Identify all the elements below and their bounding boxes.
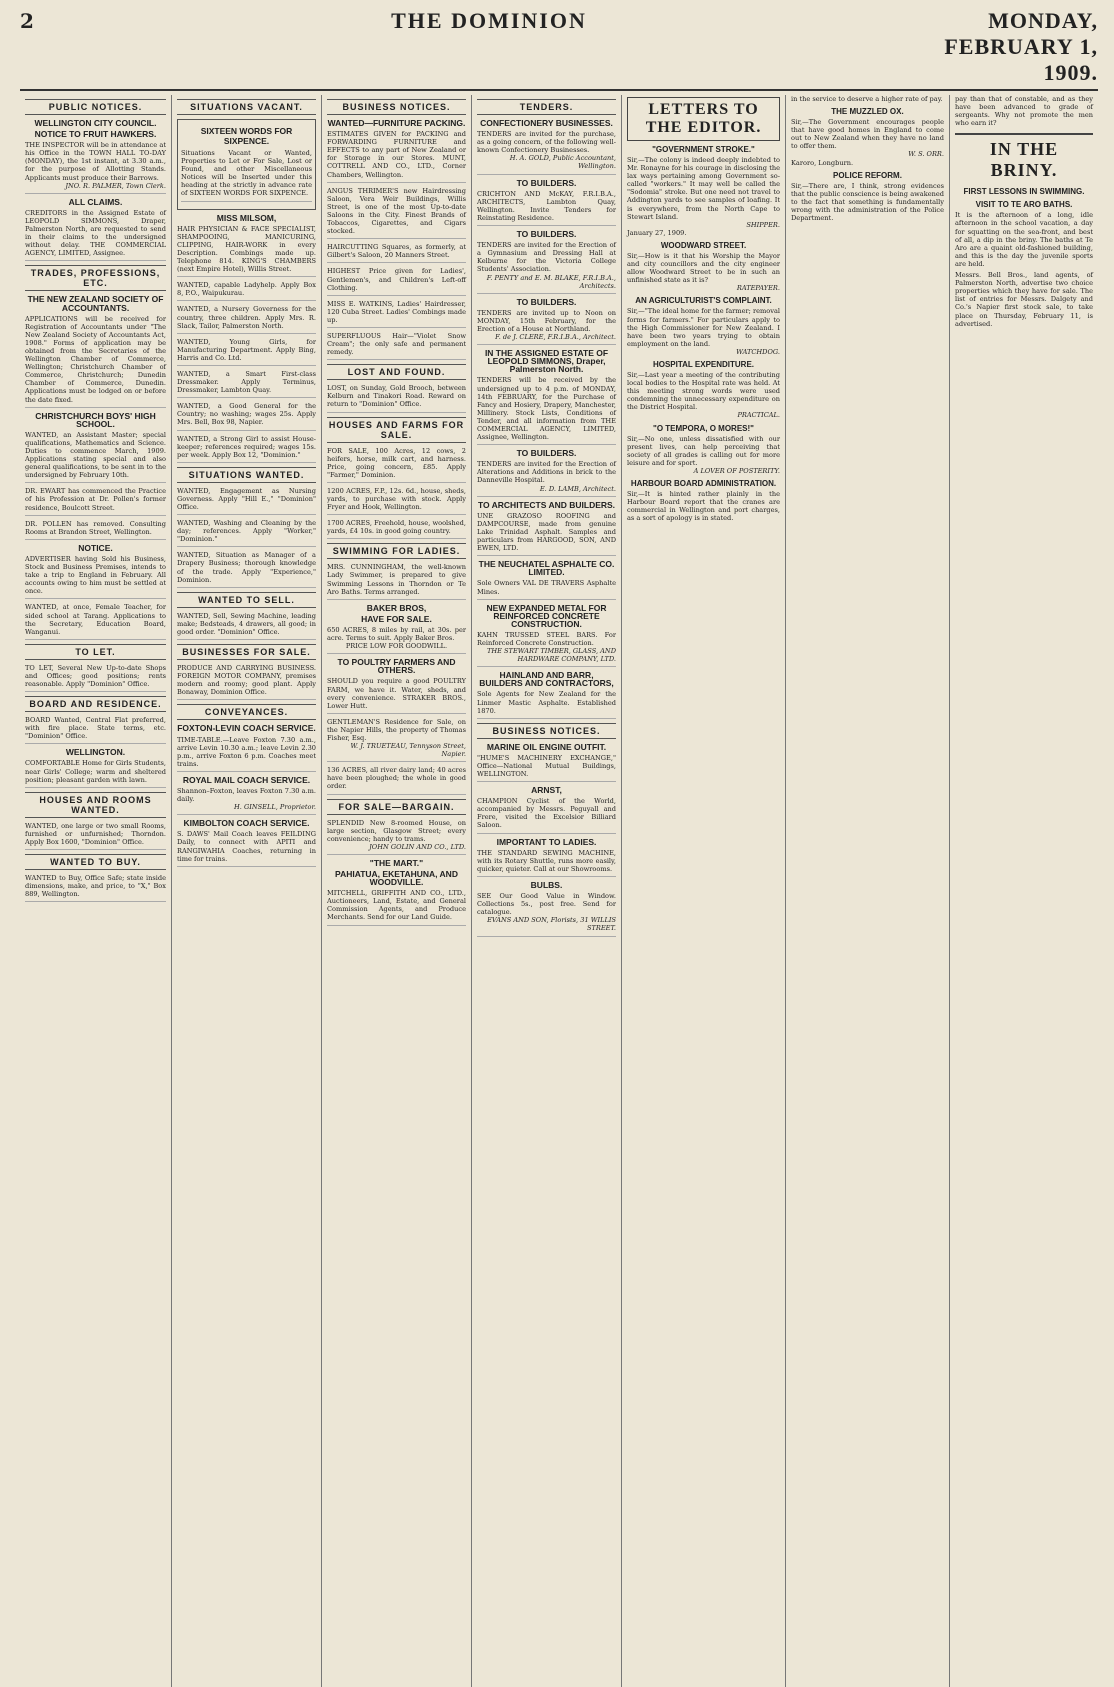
notice <box>477 449 616 496</box>
notice-body: ADVERTISER having Sold his Business, Stock and Business Premises, intends to take a trip to England in February. All accounts owing to him must be settled at once. <box>25 554 166 596</box>
notice <box>327 487 466 515</box>
notice-body: WANTED, a Smart First-class Dressmaker. Apply Terminus, Dressmaker, Lambton Quay. <box>177 369 316 395</box>
notice-body: Sole Agents for New Zealand for the Linmer Mastic Asphalte. Established 1870. <box>477 690 616 715</box>
section-heading: SWIMMING FOR LADIES. <box>327 543 466 559</box>
notice-signature: F. PENTY and E. M. BLAKE, F.R.I.B.A., Architects. <box>486 273 616 290</box>
notice-body: THE STANDARD SEWING MACHINE, with its Rotary Shuttle, runs more easily, quicker, quieter. Call at our Showrooms. <box>477 848 616 873</box>
notice <box>477 838 616 877</box>
notice-heading: TO BUILDERS. <box>516 177 577 188</box>
notice-heading: WELLINGTON. <box>65 747 126 758</box>
notice-body: PRODUCE AND CARRYING BUSINESS. FOREIGN MOTOR COMPANY, premises modern and roomy; good plant. Apply Bonaway, Dominion Office. <box>177 664 316 697</box>
notice-body: WANTED to Buy, Office Safe; state inside dimensions, make, and price, to "X," Box 889, Wellington. <box>25 874 166 899</box>
letter-place: Karoro, Longburn. <box>791 158 854 167</box>
article-subheading: FIRST LESSONS IN SWIMMING. <box>963 187 1085 197</box>
issue-date: MONDAY, FEBRUARY 1, 1909. <box>944 8 1098 85</box>
notice-body: TENDERS are invited up to Noon on MONDAY, 15th February, for the Erection of a House at Northland. <box>477 308 616 333</box>
letter-date: January 27, 1909. <box>627 228 687 237</box>
notice-body: CHAMPION Cyclist of the World, accompanied by Messrs. Peguyall and Frere, visited the Excelsior Billiard Saloon. <box>477 797 616 830</box>
notice-signature: W. J. TRUETEAU, Tennyson Street, Napier. <box>350 742 466 759</box>
letter-text: Sir,—"The ideal home for the farmer; removal forms for farmers." For particulars apply to the High Commissioner for New Zealand. I have been two years trying to obtain employment on the land. <box>627 307 780 348</box>
notice-body: KAHN TRUSSED STEEL BARS. For Reinforced Concrete Construction. <box>477 630 616 647</box>
notice-body: WANTED, Situation as Manager of a Drapery Business; thorough knowledge of the trade. Apply "Experience," Dominion. <box>177 551 316 584</box>
letter-body <box>627 490 780 522</box>
notice-body: WANTED, Young Girls, for Manufacturing Department. Apply Bing, Harris and Co. Ltd. <box>177 337 316 362</box>
notice-signature: JOHN GOLIN AND CO., LTD. <box>369 842 466 851</box>
notice <box>25 119 166 194</box>
notice-signature: F. de J. CLERE, F.R.I.B.A., Architect. <box>495 333 616 342</box>
notice-body: LOST, on Sunday, Gold Brooch, between Kelburn and Tinakori Road. Reward on return to "Dominion" Office. <box>327 384 466 409</box>
section-heading: WANTED TO SELL. <box>177 592 316 608</box>
notice-body: WANTED, Washing and Cleaning by the day; references. Apply "Worker," "Dominion." <box>177 519 316 544</box>
letter-signature: W. S. ORR. <box>908 150 944 159</box>
notice-heading: KIMBOLTON COACH SERVICE. <box>183 818 310 829</box>
section-heading: BOARD AND RESIDENCE. <box>25 696 166 712</box>
section-heading: SITUATIONS WANTED. <box>177 467 316 483</box>
notice-body: Sole Owners VAL DE TRAVERS Asphalte Mines. <box>477 579 616 596</box>
notice <box>177 402 316 430</box>
letter-text: Sir,—How is it that his Worship the Mayor and city councillors and the city engineer allow Woodward Street to be in such an unfinished state as it is? <box>627 251 780 285</box>
notice <box>477 298 616 345</box>
column-4 <box>472 95 622 1687</box>
notice-heading: WELLINGTON CITY COUNCIL. <box>34 118 157 128</box>
notice <box>25 603 166 639</box>
notice <box>25 874 166 902</box>
notice-heading: MARINE OIL ENGINE OUTFIT. <box>486 741 607 752</box>
notice-signature: E. D. LAMB, Architect. <box>539 484 616 493</box>
section-heading: BUSINESSES FOR SALE. <box>177 644 316 660</box>
column-2 <box>172 95 322 1687</box>
notice <box>177 214 316 278</box>
page-number: 2 <box>20 9 34 33</box>
section-heading: HOUSES AND ROOMS WANTED. <box>25 792 166 818</box>
letter-signature: RATEPAYER. <box>736 284 780 293</box>
letter-title: POLICE REFORM. <box>833 170 902 180</box>
notice <box>177 370 316 398</box>
notice <box>327 447 466 483</box>
column-3 <box>322 95 472 1687</box>
notice-body: MRS. CUNNINGHAM, the well-known Lady Swimmer, is prepared to give Swimming Lessons in Thorndon or Te Aro Baths. Terms arranged. <box>327 563 466 596</box>
section-heading: BUSINESS NOTICES. <box>477 723 616 739</box>
notice-body: SEE Our Good Value in Window. Collections 5s., post free. Send for catalogue. <box>477 892 616 917</box>
notice-heading: TO BUILDERS. <box>516 448 577 459</box>
letters-heading: LETTERS TO THE EDITOR. <box>627 97 780 141</box>
notice-body: ESTIMATES GIVEN for PACKING and FORWARDING FURNITURE and EFFECTS to any part of New Zealand or for Storage in our Stores. MUNT, COTTRELL AND CO., LTD., Corner Chambers, Wellington. <box>327 130 466 179</box>
notice-signature: H. A. GOLD, Public Accountant, Wellington. <box>509 154 616 171</box>
notice <box>177 338 316 366</box>
letter-body <box>791 118 944 167</box>
notice-body: WANTED, an Assistant Master; special qualifications, Mathematics and Science. Duties to commence March, 1909. Applications stating special and also general qualifications, to be sent in to the undersigned by February 10th. <box>25 430 166 480</box>
notice <box>327 718 466 762</box>
notice-subheading: NOTICE TO FRUIT HAWKERS. <box>34 129 157 140</box>
notice-body: 1700 ACRES, Freehold, house, woolshed, yards, £4 10s. in good going country. <box>327 519 466 536</box>
notice-body: TIME-TABLE.—Leave Foxton 7.30 a.m., arrive Levin 10.30 a.m.; leave Levin 2.30 p.m., arrive Foxton 6 p.m. Coaches meet trains. <box>177 735 316 768</box>
article-headline: IN THE BRINY. <box>955 133 1093 183</box>
notice <box>25 412 166 484</box>
notice-body: CRICHTON AND McKAY, F.R.I.B.A., ARCHITECTS, Lambton Quay, Wellington. Invite Tenders for Reinstating Residence. <box>477 189 616 222</box>
notice <box>477 560 616 599</box>
letter-body <box>627 435 780 475</box>
notice-heading: TO ARCHITECTS AND BUILDERS. <box>477 499 616 510</box>
notice <box>477 179 616 226</box>
notice-signature: EVANS AND SON, Florists, 31 WILLIS STREET. <box>487 916 616 933</box>
notice-body: THE INSPECTOR will be in attendance at his Office in the TOWN HALL TO-DAY (MONDAY), the 1st instant, at 3.30 a.m., for the purpose of Allotting Stands. Applicants must produce their Barrows. <box>25 141 166 182</box>
notice <box>177 819 316 866</box>
notice-body: "HUME'S MACHINERY EXCHANGE," Office—National Mutual Buildings, WELLINGTON. <box>477 753 616 778</box>
notice-body: SUPERFLUOUS Hair—"Violet Snow Cream"; the only safe and permanent remedy. <box>327 331 466 357</box>
rate-box <box>177 119 316 210</box>
letter-body <box>627 371 780 420</box>
notice-heading: MISS MILSOM, <box>216 212 277 223</box>
notice <box>177 305 316 333</box>
notice-body: CREDITORS in the Assigned Estate of LEOPOLD SIMMONS, Draper, Palmerston North, are requested to send in their claims to the undersigned without delay. THE COMMERCIAL AGENCY, LIMITED, Assignee. <box>25 208 166 258</box>
section-heading: BUSINESS NOTICES. <box>327 99 466 115</box>
letter-signature: PRACTICAL. <box>737 411 780 420</box>
notice-signature: JNO. R. PALMER, Town Clerk. <box>65 181 166 190</box>
notice-heading: BULBS. <box>530 879 563 890</box>
column-1 <box>20 95 172 1687</box>
section-heading: CONVEYANCES. <box>177 704 316 720</box>
notice-heading: FOXTON-LEVIN COACH SERVICE. <box>177 723 316 734</box>
notice-body: WANTED, Engagement as Nursing Governess. Apply "Hill E.," "Dominion" Office. <box>177 486 316 511</box>
letter-text: Sir,—The colony is indeed deeply indebted to Mr. Ronayne for his courage in disclosing the lax ways pertaining among Government so-called "workers." It may well be called the "Sodomia" stroke. But one need not travel to Addington yards to see samples of loafing. It is everywhere, from the North Cape to Stewart Island. <box>627 156 780 221</box>
notice-body: Shannon–Foxton, leaves Foxton 7.30 a.m. daily. <box>177 786 316 804</box>
column-5 <box>622 95 786 1687</box>
notice-body: WANTED, capable Ladyhelp. Apply Box 8, P.O., Waipukurau. <box>177 281 316 298</box>
letter-body <box>627 307 780 356</box>
notice <box>177 612 316 640</box>
notice <box>177 435 316 463</box>
notice-signature: THE STEWART TIMBER, GLASS, AND HARDWARE COMPANY, LTD. <box>486 647 616 664</box>
letter-body <box>627 156 780 237</box>
notice <box>477 604 616 668</box>
letter-title: "O TEMPORA, O MORES!" <box>653 423 754 433</box>
notice <box>177 724 316 771</box>
notice <box>327 332 466 360</box>
notice <box>327 658 466 714</box>
notice <box>327 243 466 263</box>
notice <box>477 230 616 294</box>
notice-body: APPLICATIONS will be received for Registration of Accountants under "The New Zealand Society of Accountants Act, 1908." Forms of application may be obtained from the Secretaries of the Wellington Chamber of Commerce, Wellington; Christchurch Chamber of Commerce, Christchurch; Dunedin Chamber of Commerce, Dunedin. Applications must be lodged on or before the date fixed. <box>25 314 166 404</box>
notice-heading: WANTED—FURNITURE PACKING. <box>327 118 466 128</box>
notice <box>327 819 466 855</box>
letter-text: Sir,—No one, unless dissatisfied with our present lives, can help perceiving that society of all grades is calling out for more leisure and for sport. <box>627 434 780 467</box>
notice <box>327 859 466 926</box>
notice <box>477 501 616 557</box>
notice <box>477 743 616 782</box>
masthead <box>20 8 1098 91</box>
notice-heading: BAKER BROS, <box>366 602 427 613</box>
notice <box>177 519 316 547</box>
section-heading: TO LET. <box>25 644 166 660</box>
notice <box>327 384 466 412</box>
letter-title: "GOVERNMENT STROKE." <box>652 145 755 154</box>
notice-body: HIGHEST Price given for Ladies', Gentlemen's, and Children's Left-off Clothing. <box>327 267 466 292</box>
notice <box>25 487 166 515</box>
article-body: Messrs. Bell Bros., land agents, of Palmerston North, advertise two choice properties which they have for sale. The list of entries for Messrs. Dalgety and Co.'s Napier first stock sale, to take place on Thursday, February 11, is advertised. <box>955 271 1093 328</box>
notice <box>327 119 466 183</box>
columns <box>20 95 1098 1687</box>
notice-heading: ROYAL MAIL COACH SERVICE. <box>182 774 311 785</box>
notice-body: HAIR PHYSICIAN & FACE SPECIALIST, SHAMPOOING, MANICURING, CLIPPING, HAIR-WORK in every Description. Combings made up. Telephone 814. KING'S CHAMBERS (next Empire Hotel), Willis Street. <box>177 224 316 274</box>
notice-body: TENDERS are invited for the purchase, as a going concern, of the following well-known Confectionery Businesses. <box>477 130 616 155</box>
notice-body: MITCHELL, GRIFFITH AND CO., LTD., Auctioneers, Land, Estate, and General Commission Agents, and Produce Merchants. Send for our Land Guide. <box>327 889 466 922</box>
notice <box>327 563 466 599</box>
notice-footer: PRICE LOW FOR GOODWILL. <box>345 642 448 651</box>
notice-body: TENDERS are invited for the Erection of a Gymnasium and Dressing Hall at Kelburne for the Victoria College Students' Association. <box>477 241 616 274</box>
letter-body: Sir,—There are, I think, strong evidences that the public conscience is being awakened to the fact that something is fundamentally wrong with the administration of the Police Department. <box>791 181 944 223</box>
notice-heading: CHRISTCHURCH BOYS' HIGH SCHOOL. <box>35 410 156 429</box>
notice-body: COMFORTABLE Home for Girls Students, near Girls' College; warm and sheltered position; pleasant garden with lawn. <box>25 759 166 784</box>
notice <box>477 349 616 445</box>
notice <box>25 295 166 407</box>
section-heading: PUBLIC NOTICES. <box>25 99 166 115</box>
section-heading: TENDERS. <box>477 99 616 115</box>
letter-signature: SHIPPER. <box>746 220 780 229</box>
notice-body: DR. EWART has commenced the Practice of his Profession at Dr. Pollen's former residence, Boulcott Street. <box>25 487 166 512</box>
notice-body: SPLENDID New 8-roomed House, on large section, Glasgow Street; every convenience; handy to trams. <box>327 818 466 843</box>
notice-body: WANTED, a Good General for the Country; no washing; wages 25s. Apply Mrs. Bell, Box 98, Napier. <box>177 402 316 427</box>
notice-heading: THE NEW ZEALAND SOCIETY OF ACCOUNTANTS. <box>27 294 164 313</box>
notice <box>327 766 466 794</box>
notice-heading: ALL CLAIMS. <box>68 196 123 207</box>
rate-body: Situations Vacant or Wanted, Properties to Let or For Sale, Lost or Found, and other Miscellaneous Notices will be Inserted under this heading at the strictly in advance rate of SIXTEEN WORDS FOR SIXPENCE. <box>181 149 312 202</box>
letter-continuation: in the service to deserve a higher rate of pay. <box>791 95 943 103</box>
notice-body: SHOULD you require a good POULTRY FARM, we have it. Water, sheds, and every convenience. STRAKER BROS., Lower Hutt. <box>327 677 466 710</box>
notice <box>477 881 616 937</box>
rate-heading: SIXTEEN WORDS FOR SIXPENCE. <box>200 126 293 146</box>
notice <box>25 198 166 262</box>
column-7 <box>950 95 1098 1687</box>
letter-signature: WATCHDOG. <box>736 347 780 356</box>
notice-heading: HAINLAND AND BARR, BUILDERS AND CONTRACTORS, <box>479 670 614 689</box>
notice <box>25 544 166 600</box>
notice <box>177 487 316 515</box>
notice <box>327 267 466 295</box>
notice <box>327 519 466 539</box>
notice-heading: THE NEUCHATEL ASPHALTE CO. LIMITED. <box>478 559 615 578</box>
notice-body: FOR SALE, 100 Acres, 12 cows, 2 heifers, horse, milk cart, and harness. Price, going concern, £85. Apply "Farmer," Dominion. <box>327 446 466 479</box>
notice-heading: CONFECTIONERY BUSINESSES. <box>480 118 613 128</box>
notice <box>327 604 466 654</box>
notice-heading: NEW EXPANDED METAL FOR REINFORCED CONCRETE CONSTRUCTION. <box>486 602 607 629</box>
notice-heading: IMPORTANT TO LADIES. <box>496 836 597 847</box>
notice <box>25 716 166 744</box>
notice <box>477 119 616 175</box>
notice-body: 1200 ACRES, F.P., 12s. 6d., house, sheds, yards, to purchase with stock. Apply Fryer and Hook, Wellington. <box>327 486 466 512</box>
notice-body: TO LET, Several New Up-to-date Shops and Offices; good positions; rents reasonable. Apply "Dominion" Office. <box>25 663 166 688</box>
article-body: It is the afternoon of a long, idle afternoon in the school vacation, a day for squatting on the sea-front, and best of all, a dip in the briny. The baths at Te Aro are a quaint old-fashioned building, and this is the day the juvenile sports are held. <box>955 211 1093 268</box>
section-heading: FOR SALE—BARGAIN. <box>327 799 466 815</box>
notice <box>25 822 166 850</box>
notice-body: WANTED, Sell, Sewing Machine, leading make; Bedsteads, 4 drawers, all good; in good order. "Dominion" Office. <box>177 611 316 636</box>
notice <box>25 520 166 540</box>
section-heading: SITUATIONS VACANT. <box>177 99 316 115</box>
section-heading: TRADES, PROFESSIONS, ETC. <box>25 265 166 291</box>
notice-body: MISS E. WATKINS, Ladies' Hairdresser, 120 Cuba Street. Ladies' Combings made up. <box>327 299 466 324</box>
newspaper-title: THE DOMINION <box>391 8 587 33</box>
section-heading: WANTED TO BUY. <box>25 854 166 870</box>
notice-body: UNE GRAZOSO ROOFING and DAMPCOURSE, made from genuine Lake Trinidad Asphalt. Samples and particulars from HARGOOD, SON, AND EWEN, LTD. <box>477 511 616 553</box>
notice <box>327 187 466 240</box>
notice <box>477 786 616 833</box>
notice-body: GENTLEMAN'S Residence for Sale, on the Napier Hills, the property of Thomas Fisher, Esq. <box>327 717 466 742</box>
notice-body: WANTED, a Strong Girl to assist House-keeper; references required; wages 15s. per week. Apply Box 12, "Dominion." <box>177 434 316 459</box>
notice-heading: ARNST, <box>531 785 562 796</box>
notice-subheading: HAVE FOR SALE. <box>361 613 432 624</box>
notice-signature: H. GINSELL, Proprietor. <box>234 803 316 812</box>
notice <box>25 748 166 787</box>
notice <box>327 300 466 328</box>
notice-body: HAIRCUTTING Squares, as formerly, at Gilbert's Saloon, 20 Manners Street. <box>327 243 466 260</box>
column-6 <box>786 95 950 1687</box>
letter-title: WOODWARD STREET. <box>660 240 747 250</box>
notice-heading: NOTICE. <box>78 542 113 553</box>
notice <box>25 664 166 692</box>
notice-body: WANTED, one large or two small Rooms, furnished or unfurnished; Thorndon. Apply Box 1600, "Dominion" Office. <box>25 821 166 846</box>
letter-text: Sir,—It is hinted rather plainly in the Harbour Board report that the cranes are commercial in Wellington and port charges, as a sort of apology is in stated. <box>627 490 780 523</box>
notice-subheading: PAHIATUA, EKETAHUNA, AND WOODVILLE. <box>335 869 458 888</box>
notice-body: DR. POLLEN has removed. Consulting Rooms at Brandon Street, Wellington. <box>25 519 166 536</box>
notice-heading: TO BUILDERS. <box>516 296 577 307</box>
notice-body: TENDERS will be received by the undersigned up to 4 p.m. of MONDAY, 14th FEBRUARY, for the Purchase of Fancy and Hosiery, Drapery, Manchester, Millinery. Stock Lists, Conditions of Tender, and all information from THE COMMERCIAL AGENCY, LIMITED, Assignee, Wellington. <box>477 376 616 442</box>
letter-text: Sir,—Last year a meeting of the contributing local bodies to the Hospital rate was held. At this meeting strong words were used condemning the unnecessary expenditure on the District Hospital. <box>627 370 780 412</box>
letter-continuation: pay than that of constable, and as they have been advanced to grade of sergeants. Why not promote the men who earn it? <box>955 95 1093 128</box>
notice-body: 136 ACRES, all river dairy land; 40 acres have been ploughed; the whole in good order. <box>327 766 466 791</box>
letter-signature: A LOVER OF POSTERITY. <box>693 466 780 475</box>
notice-heading: TO BUILDERS. <box>516 229 577 240</box>
notice-heading: "THE MART." <box>369 857 424 868</box>
notice-body: 650 ACRES, 8 miles by rail, at 30s. per acre. Terms to suit. Apply Baker Bros. <box>327 625 466 643</box>
letter-title: AN AGRICULTURIST'S COMPLAINT. <box>635 296 772 306</box>
notice-body: WANTED, a Nursery Governess for the country, three children. Apply Mrs. R. Slack, Tailor, Palmerston North. <box>177 305 316 330</box>
notice-body: WANTED, at once, Female Teacher, for sided school at Tarang. Applications to the Secretary, Education Board, Wanganui. <box>25 603 166 636</box>
notice-body: TENDERS are invited for the Erection of Alterations and Additions in brick to the Danneville Hospital. <box>477 460 616 485</box>
section-heading: HOUSES AND FARMS FOR SALE. <box>327 417 466 443</box>
letter-body <box>627 252 780 292</box>
letter-title: THE MUZZLED OX. <box>831 107 904 117</box>
letter-title: HARBOUR BOARD ADMINISTRATION. <box>630 479 777 488</box>
notice <box>177 281 316 301</box>
notice <box>177 776 316 815</box>
article-subheading: VISIT TO TE ARO BATHS. <box>975 200 1073 210</box>
section-heading: LOST AND FOUND. <box>327 364 466 380</box>
notice-body: BOARD Wanted, Central Flat preferred, with fire place. State terms, etc. "Dominion" Office. <box>25 716 166 741</box>
notice-body: ANGUS THRIMER'S new Hairdressing Saloon, Vera Weir Buildings, Willis Street, is one of the most Up-to-date Saloons in the City. Finest Brands of Tobaccos, Cigarettes, and Cigars stocked. <box>327 186 466 236</box>
letter-title: HOSPITAL EXPENDITURE. <box>652 359 755 369</box>
notice <box>177 551 316 587</box>
notice-body: S. DAWS' Mail Coach leaves FEILDING Daily, to connect with APITI and RANGIWAHIA Coaches, returning in time for trains. <box>177 830 316 863</box>
notice <box>477 671 616 718</box>
notice <box>177 664 316 700</box>
letter-text: Sir,—The Government encourages people that have good homes in England to come out to New Zealand when they have no land to offer them. <box>791 118 944 151</box>
notice-heading: TO POULTRY FARMERS AND OTHERS. <box>337 657 456 676</box>
notice-heading: IN THE ASSIGNED ESTATE OF LEOPOLD SIMMONS, Draper, Palmerston North. <box>484 348 609 375</box>
